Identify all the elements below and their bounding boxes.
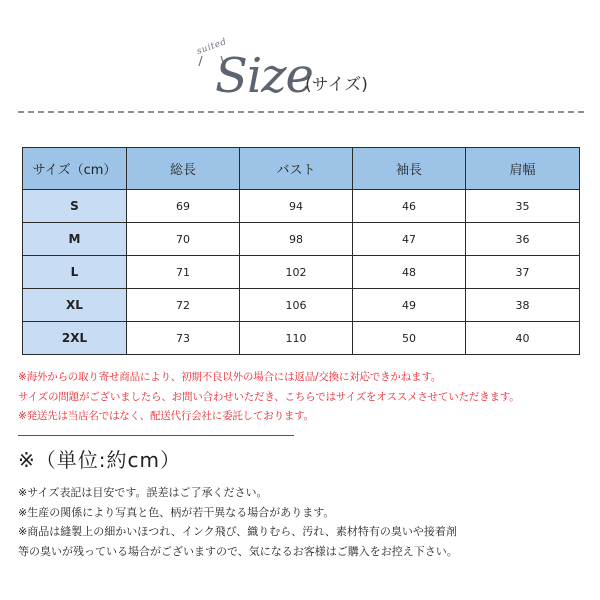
table-cell: 73 xyxy=(127,322,240,355)
header-bust: バスト xyxy=(240,148,353,190)
table-cell: 49 xyxy=(353,289,466,322)
table-row xyxy=(23,256,580,289)
table-cell: 40 xyxy=(466,322,580,355)
table-cell: 102 xyxy=(240,256,353,289)
product-note: ※生産の関係により写真と色、柄が若干異なる場合があります。 xyxy=(18,505,335,519)
warning-note: ※発送先は当店名ではなく、配送代行会社に委託しております。 xyxy=(18,410,314,422)
table-row xyxy=(23,223,580,256)
table-cell: 71 xyxy=(127,256,240,289)
warning-note: サイズの問題がございましたら、お問い合わせいただき、こちらではサイズをオススメさせていただきます。 xyxy=(18,390,520,403)
product-note: ※サイズ表記は目安です。誤差はご了承ください。 xyxy=(18,486,268,499)
header-shoulder: 肩幅 xyxy=(466,148,580,190)
table-row xyxy=(23,190,580,223)
table-cell: 38 xyxy=(466,289,580,322)
size-table xyxy=(22,147,580,355)
table-cell: 70 xyxy=(127,223,240,256)
table-cell: 106 xyxy=(240,289,353,322)
row-size: 2XL xyxy=(23,322,127,355)
warning-note: ※海外からの取り寄せ商品により、初期不良以外の場合には返品/交換に対応できかねます。 xyxy=(18,371,442,383)
table-cell: 98 xyxy=(240,223,353,256)
table-cell: 37 xyxy=(466,256,580,289)
table-cell: 46 xyxy=(353,190,466,223)
table-cell: 35 xyxy=(466,190,580,223)
size-title: Size xyxy=(215,48,313,104)
suited-label: suited xyxy=(195,37,229,57)
table-cell: 110 xyxy=(240,322,353,355)
section-divider xyxy=(18,435,294,436)
dashed-divider xyxy=(18,111,584,113)
table-cell: 72 xyxy=(127,289,240,322)
warning-notes xyxy=(18,368,588,427)
table-cell: 36 xyxy=(466,223,580,256)
table-row xyxy=(23,289,580,322)
header-sleeve: 袖長 xyxy=(353,148,466,190)
size-subtitle: (サイズ) xyxy=(305,75,368,95)
row-size: L xyxy=(23,256,127,289)
header-length: 総長 xyxy=(127,148,240,190)
product-note: 等の臭いが残っている場合がございますので、気になるお客様はご購入をお控え下さい。 xyxy=(18,544,458,558)
row-size: S xyxy=(23,190,127,223)
header-size: サイズ（cm） xyxy=(23,148,127,190)
product-notes xyxy=(18,483,593,561)
row-size: M xyxy=(23,223,127,256)
table-cell: 47 xyxy=(353,223,466,256)
table-header-row xyxy=(23,148,580,190)
table-cell: 69 xyxy=(127,190,240,223)
size-header xyxy=(0,0,600,104)
table-cell: 94 xyxy=(240,190,353,223)
unit-heading: ※（単位:約cm） xyxy=(18,448,181,472)
table-cell: 50 xyxy=(353,322,466,355)
table-cell: 48 xyxy=(353,256,466,289)
product-note: ※商品は縫製上の細かいほつれ、インク飛び、織りむら、汚れ、素材特有の臭いや接着剤 xyxy=(18,525,457,538)
table-row xyxy=(23,322,580,355)
row-size: XL xyxy=(23,289,127,322)
